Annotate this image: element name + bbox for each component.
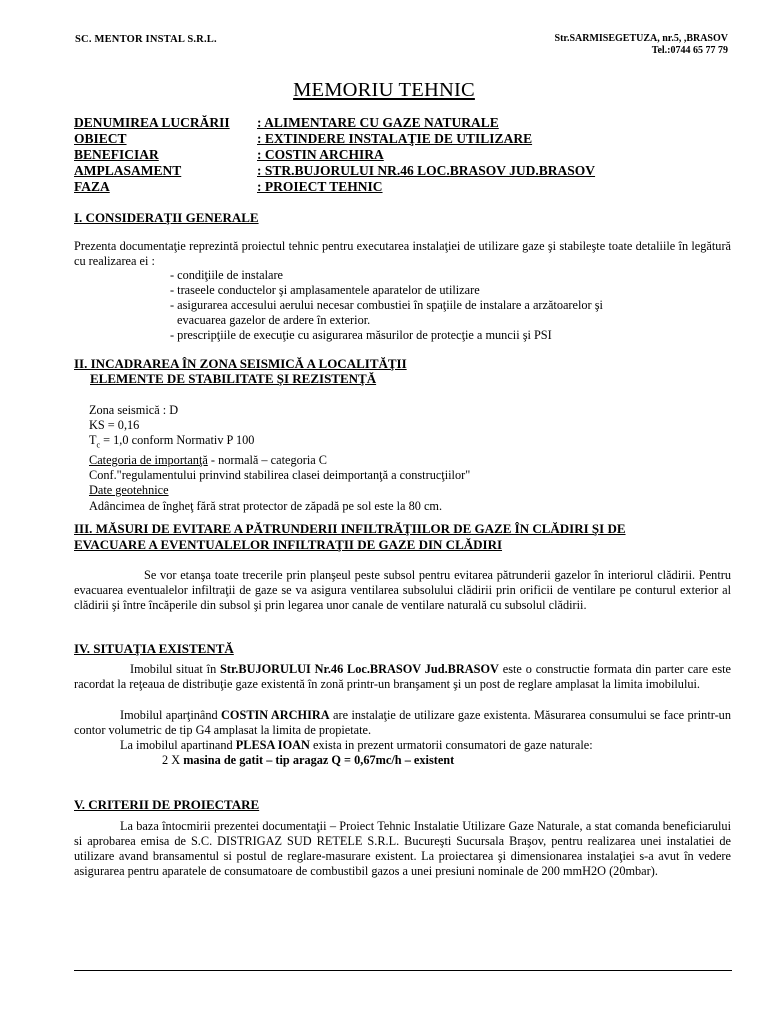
info-value: : COSTIN ARCHIRA [257,147,384,162]
section-5-heading: V. CRITERII DE PROIECTARE [74,797,260,812]
section-1-intro: Prezenta documentaţie reprezintă proiectul tehnic pentru executarea instalaţiei de utilizare gaze şi stabileşte toate detaliile în legătură cu realizarea ei : [74,239,731,268]
info-label: FAZA [74,179,110,194]
tc-value: = 1,0 conform Normativ P 100 [100,433,255,448]
info-value: : EXTINDERE INSTALAŢIE DE UTILIZARE [257,131,533,146]
section-3-text: Se vor etanşa toate trecerile prin planşeul peste subsol pentru evitarea pătrunderii gazelor în interiorul clădirii. Pentru evacuarea eventualelor infiltraţii de gaze se va asigura ventilarea subsolului clădirii prin orificii de ventilare pe conturul exterior al clădirii şi între încăperile din subsol şi prin legarea unor canale de ventilare naturală cu subsolul clădirii. [74,568,731,612]
company-phone: Tel.:0744 65 77 79 [651,45,728,56]
bullet-item: - condiţiile de instalare [170,268,284,282]
owner-bold: PLESA IOAN [235,738,310,752]
consumer-bold: masina de gatit – tip aragaz Q = 0,67mc/h – existent [183,753,455,767]
info-value: : STR.BUJORULUI NR.46 LOC.BRASOV JUD.BRASOV [257,163,596,178]
section-4-paragraph-2 [74,708,731,738]
section-5-text: La baza întocmirii prezentei documentaţii – Proiect Tehnic Instalatie Utilizare Gaze Naturale, a stat comanda beneficiarului si aprobarea emisa de S.C. DISTRIGAZ SUD RETELE S.R.L. Bucureşti Sucursala Braşov, pentru realizarea unei instalatiei de utilizare avand bransamentul si postul de reglare-masurare existent. La proiectarea şi dimensionarea instalaţiei s-a avut în vedere asigurarea pentru aparatele de consumatoare de combustibil gazos a unei presiuni nominale de 200 mmH2O (20mbar). [74,819,731,878]
seismic-data [89,403,470,514]
page-title: MEMORIU TEHNIC [293,79,475,101]
bullet-item-continuation: evacuarea gazelor de ardere în exterior. [177,313,371,327]
importance-category-label: Categoria de importanţă [89,453,208,468]
info-value: : PROIECT TEHNIC [257,179,383,194]
section-2-subheading: ELEMENTE DE STABILITATE ŞI REZISTENŢĂ [90,371,377,386]
bullet-item: - prescripţiile de execuţie cu asigurarea măsurilor de protecţie a muncii şi PSI [170,328,552,342]
tc-subscript: c [96,440,101,450]
frost-depth: Adâncimea de îngheţ fără strat protector de zăpadă pe sol este la 80 cm. [89,498,443,513]
seismic-tc [89,433,470,453]
info-row [74,163,595,179]
text-run: 2 X [162,753,184,767]
company-name: SC. MENTOR INSTAL S.R.L. [75,34,217,45]
seismic-zone: Zona seismică : D [89,403,179,417]
text-run: este o constructie formata din parter care este racordat la reţeaua de distribuţie gaze existentă în zonă printr-un branşament şi un post de reglare amplasat la limita imobilului. [74,662,731,691]
section-2-heading: II. INCADRAREA ÎN ZONA SEISMICĂ A LOCALITĂŢII [74,356,407,371]
tc-symbol: T [89,433,97,448]
seismic-ks: KS = 0,16 [89,418,140,433]
importance-category-value: - normală – categoria C [207,453,327,468]
regulation-reference: Conf."regulamentului prinvind stabilirea clasei deimportanţă a construcţiilor" [89,468,471,483]
info-block [74,115,595,195]
info-value: : ALIMENTARE CU GAZE NATURALE [257,115,499,130]
section-4-heading: IV. SITUAŢIA EXISTENTĂ [74,641,234,656]
info-label: OBIECT [74,131,127,146]
section-3-heading: III. MĂSURI DE EVITARE A PĂTRUNDERII INFILTRĂŢIILOR DE GAZE ÎN CLĂDIRI ŞI DE [74,521,626,536]
info-label: AMPLASAMENT [74,163,182,178]
info-row [74,147,595,163]
beneficiary-bold: COSTIN ARCHIRA [221,708,330,722]
bullet-item: - traseele conductelor şi amplasamentele aparatelor de utilizare [170,283,480,297]
section-4-paragraph-3 [74,738,731,753]
importance-category [89,453,470,468]
section-4-consumer [74,753,731,768]
section-1-bullets [170,268,730,343]
text-run: Imobilul situat în [130,662,221,676]
info-row [74,115,595,131]
text-run: exista in prezent urmatorii consumatori de gaze naturale: [309,738,593,752]
info-row [74,179,595,195]
section-1-heading: I. CONSIDERAŢII GENERALE [74,210,259,225]
section-4-paragraph-1 [74,662,731,692]
info-label: DENUMIREA LUCRĂRII [74,115,230,130]
section-3-subheading: EVACUARE A EVENTUALELOR INFILTRAŢII DE GAZE DIN CLĂDIRI [74,537,503,552]
address-bold: Str.BUJORULUI Nr.46 Loc.BRASOV Jud.BRASOV [220,662,499,676]
info-label: BENEFICIAR [74,147,159,162]
text-run: Imobilul aparţinând [120,708,222,722]
footer-divider [74,970,732,971]
company-address: Str.SARMISEGETUZA, nr.5, ,BRASOV [554,33,728,44]
geotechnical-heading: Date geotehnice [89,483,169,498]
text-run: La imobilul apartinand [120,738,236,752]
info-row [74,131,595,147]
company-contact [555,33,728,57]
bullet-item: - asigurarea accesului aerului necesar combustiei în spaţiile de instalare a arzătoarelor şi [170,298,603,312]
text-run: are instalaţie de utilizare gaze existenta. Măsurarea consumului se face printr-un contor volumetric de tip G4 amplasat la limita de propietate. [74,708,731,737]
